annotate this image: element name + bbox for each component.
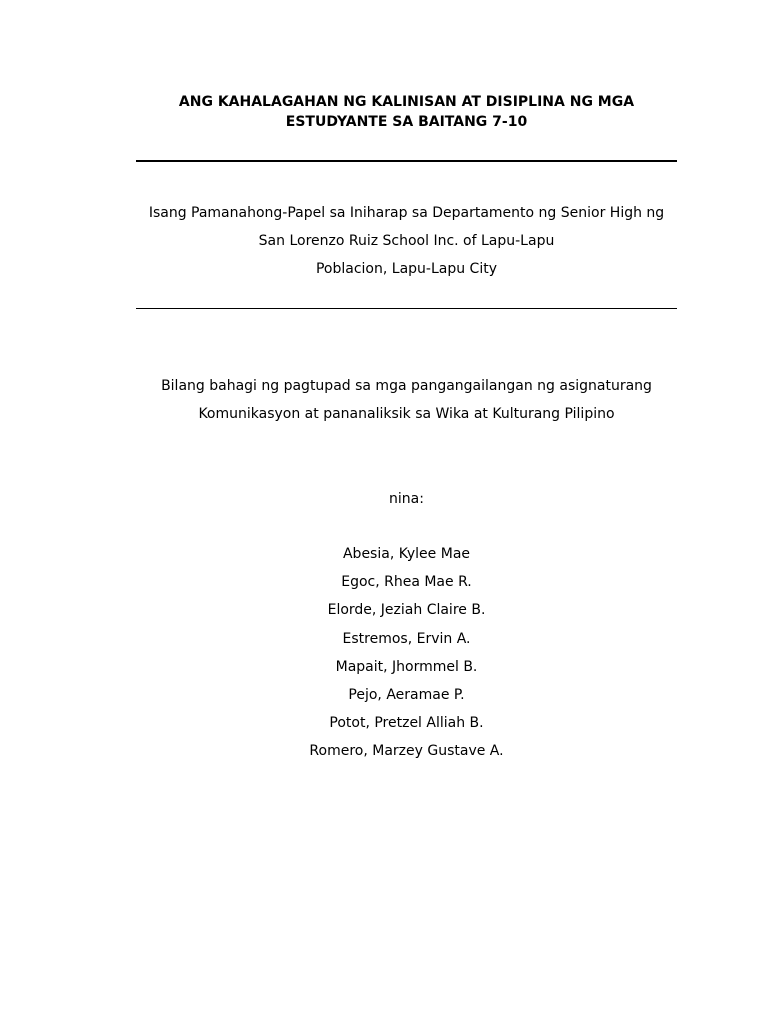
author-name: Potot, Pretzel Alliah B. [329,715,484,732]
author-name: Egoc, Rhea Mae R. [341,574,472,591]
submission-statement [136,199,677,284]
author-name: Mapait, Jhormmel B. [335,658,478,675]
authors-label-block [136,485,677,513]
author-name: Elorde, Jeziah Claire B. [327,602,486,619]
title-line-2: ESTUDYANTE SA BAITANG 7-10 [285,114,528,130]
authors-label: nina: [389,491,424,507]
submission-line-1: Isang Pamanahong-Papel sa Iniharap sa Departamento ng Senior High ng [148,205,665,221]
section-divider [136,308,677,309]
purpose-statement [136,372,677,428]
document-title [136,92,677,132]
submission-line-2: San Lorenzo Ruiz School Inc. of Lapu-Lapu [258,233,555,250]
authors-list [136,540,677,766]
author-name: Abesia, Kylee Mae [342,546,471,562]
title-divider [136,160,677,162]
submission-line-3: Poblacion, Lapu-Lapu City [315,261,497,278]
purpose-line-1: Bilang bahagi ng pagtupad sa mga pangangailangan ng asignaturang [161,378,652,394]
purpose-line-2: Komunikasyon at pananaliksik sa Wika at Kulturang Pilipino [198,406,615,423]
title-line-1: ANG KAHALAGAHAN NG KALINISAN AT DISIPLINA NG MGA [178,94,635,110]
author-name: Estremos, Ervin A. [342,630,471,647]
author-name: Romero, Marzey Gustave A. [309,743,504,760]
author-name: Pejo, Aeramae P. [348,686,465,703]
